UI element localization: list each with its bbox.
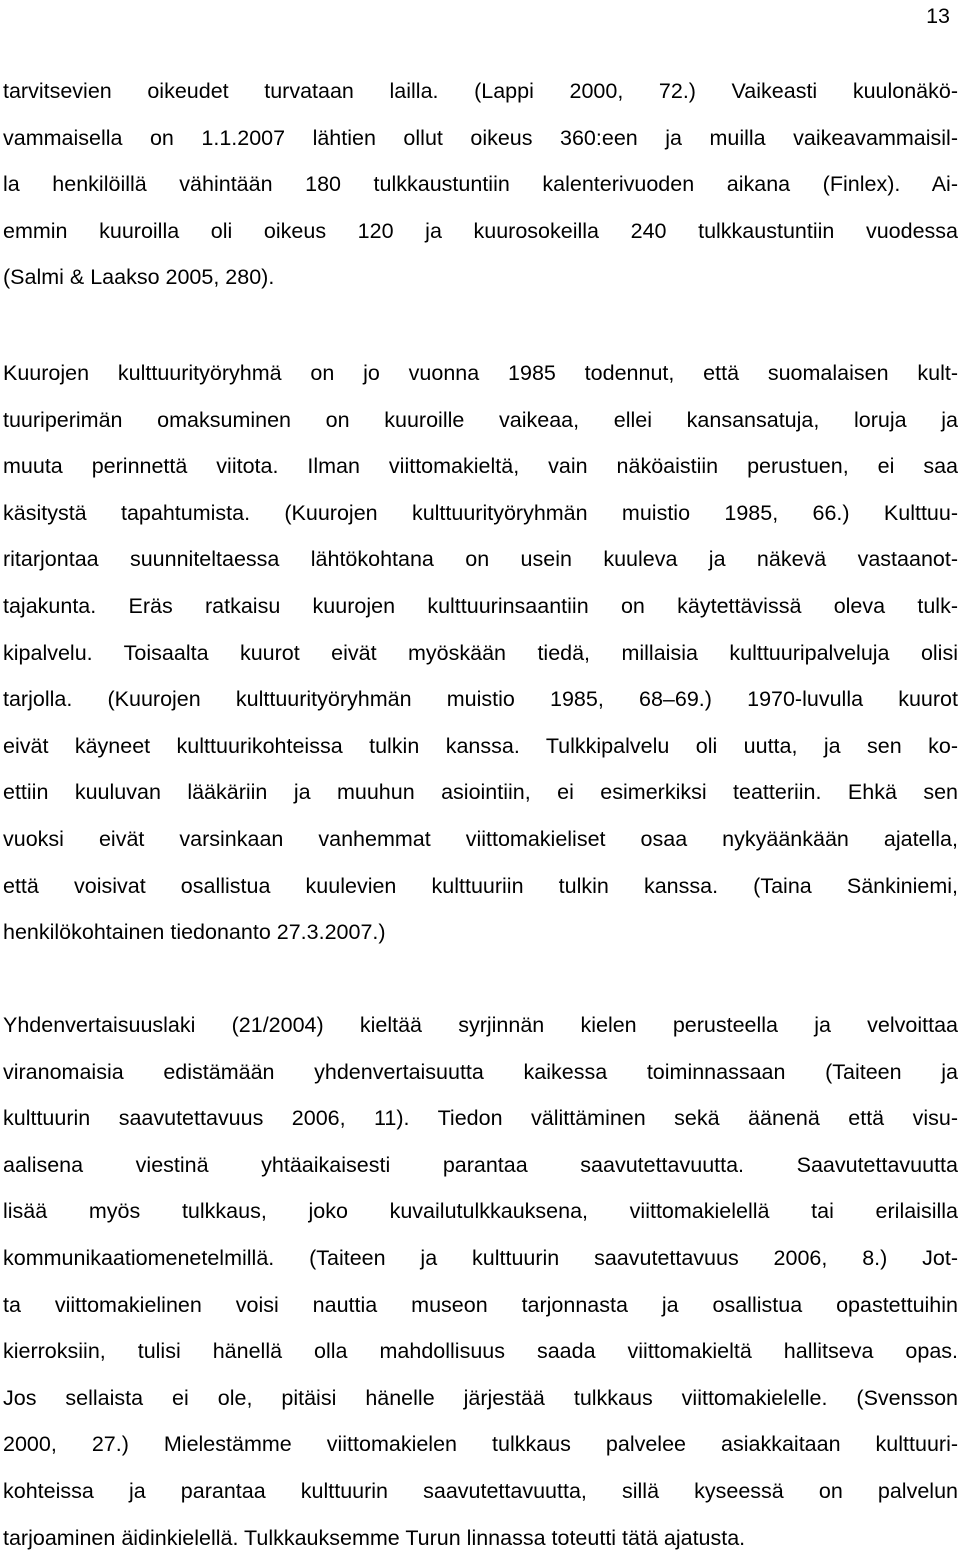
- text-line: emmin kuuroilla oli oikeus 120 ja kuurosokeilla 240 tulkkaustuntiin vuodessa: [3, 218, 958, 243]
- text-line: että voisivat osallistua kuulevien kulttuuriin tulkin kanssa. (Taina Sänkiniemi,: [3, 873, 958, 898]
- text-line: Jos sellaista ei ole, pitäisi hänelle järjestää tulkkaus viittomakielelle. (Svensson: [3, 1385, 958, 1410]
- text-line: ritarjontaa suunniteltaessa lähtökohtana on usein kuuleva ja näkevä vastaanot-: [3, 547, 958, 572]
- text-line: tarjoaminen äidinkielellä. Tulkkauksemme Turun linnassa toteutti tätä ajatusta.: [3, 1525, 746, 1550]
- text-line: henkilökohtainen tiedonanto 27.3.2007.): [3, 920, 386, 945]
- text-line: aalisena viestinä yhtäaikaisesti parantaa saavutettavuutta. Saavutettavuutta: [3, 1152, 958, 1177]
- text-line: Kuurojen kulttuurityöryhmä on jo vuonna 1985 todennut, että suomalaisen kult-: [3, 361, 958, 385]
- text-line: muuta perinnettä viitota. Ilman viittomakieltä, vain näköaistiin perustuen, ei saa: [3, 454, 958, 479]
- text-line: kommunikaatiomenetelmillä. (Taiteen ja kulttuurin saavutettavuus 2006, 8.) Jot-: [3, 1245, 958, 1270]
- text-line: tajakunta. Eräs ratkaisu kuurojen kulttuurinsaantiin on käytettävissä oleva tulk-: [3, 593, 958, 618]
- text-line: ta viittomakielinen voisi nauttia museon tarjonnasta ja osallistua opastettuihin: [3, 1292, 958, 1317]
- text-line: vuoksi eivät varsinkaan vanhemmat viittomakieliset osaa nykyäänkään ajatella,: [3, 826, 958, 851]
- text-line: vammaisella on 1.1.2007 lähtien ollut oikeus 360:een ja muilla vaikeavammaisil-: [3, 125, 958, 150]
- text-line: (Salmi & Laakso 2005, 280).: [3, 265, 275, 290]
- text-line: tarjolla. (Kuurojen kulttuurityöryhmän muistio 1985, 68–69.) 1970-luvulla kuurot: [3, 687, 958, 712]
- text-line: kierroksiin, tulisi hänellä olla mahdollisuus saada viittomakieltä hallitseva opas.: [3, 1339, 958, 1364]
- text-line: käsitystä tapahtumista. (Kuurojen kulttuurityöryhmän muistio 1985, 66.) Kulttuu-: [3, 500, 958, 525]
- text-line: kohteissa ja parantaa kulttuurin saavutettavuutta, sillä kyseessä on palvelun: [3, 1478, 958, 1503]
- paragraph-3: [3, 1002, 958, 1561]
- text-line: la henkilöillä vähintään 180 tulkkaustuntiin kalenterivuoden aikana (Finlex). Ai-: [3, 172, 958, 197]
- text-line: lisää myös tulkkaus, joko kuvailutulkkauksena, viittomakielellä tai erilaisilla: [3, 1199, 958, 1224]
- paragraph-1: [3, 68, 958, 301]
- text-line: eivät käyneet kulttuurikohteissa tulkin kanssa. Tulkkipalvelu oli uutta, ja sen ko-: [3, 733, 958, 758]
- text-line: tarvitsevien oikeudet turvataan lailla. (Lappi 2000, 72.) Vaikeasti kuulonäkö-: [3, 79, 958, 103]
- text-line: 2000, 27.) Mielestämme viittomakielen tulkkaus palvelee asiakkaitaan kulttuuri-: [3, 1432, 958, 1457]
- text-line: ettiin kuuluvan lääkäriin ja muuhun asiointiin, ei esimerkiksi teatteriin. Ehkä sen: [3, 780, 958, 805]
- text-line: Yhdenvertaisuuslaki (21/2004) kieltää syrjinnän kielen perusteella ja velvoittaa: [3, 1013, 958, 1037]
- text-line: kipalvelu. Toisaalta kuurot eivät myöskään tiedä, millaisia kulttuuripalveluja olisi: [3, 640, 958, 665]
- text-line: kulttuurin saavutettavuus 2006, 11). Tiedon välittäminen sekä äänenä että visu-: [3, 1106, 958, 1131]
- text-line: tuuriperimän omaksuminen on kuuroille vaikeaa, ellei kansansatuja, loruja ja: [3, 407, 958, 432]
- page-number: 13: [926, 4, 950, 28]
- paragraph-2: [3, 350, 958, 956]
- text-line: viranomaisia edistämään yhdenvertaisuutta kaikessa toiminnassaan (Taiteen ja: [3, 1059, 958, 1084]
